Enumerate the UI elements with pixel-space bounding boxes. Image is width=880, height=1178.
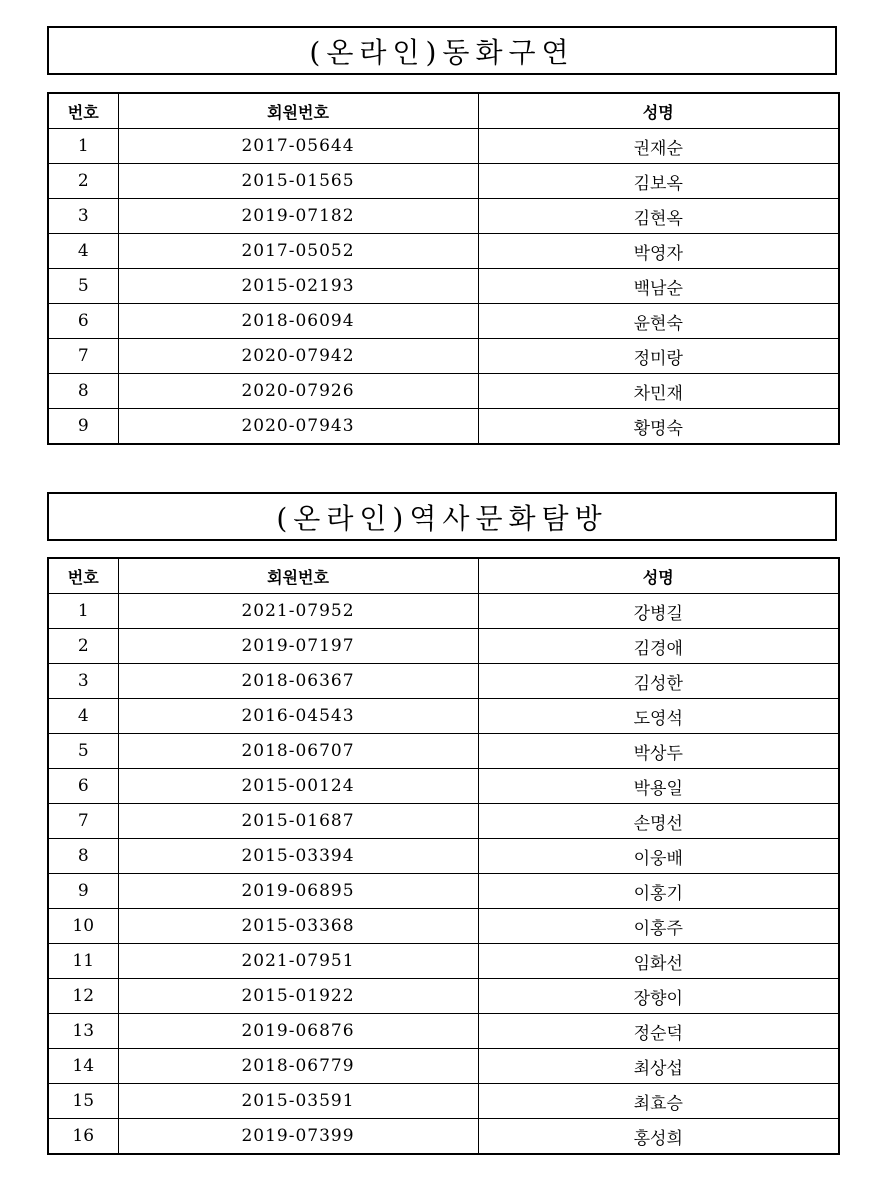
table-header-row xyxy=(48,93,839,129)
cell-name: 박영자 xyxy=(478,234,839,269)
table-row xyxy=(48,909,839,944)
table-row xyxy=(48,164,839,199)
cell-num: 5 xyxy=(48,269,118,304)
table-row xyxy=(48,769,839,804)
cell-name: 최상섭 xyxy=(478,1049,839,1084)
cell-num: 15 xyxy=(48,1084,118,1119)
cell-name: 김성한 xyxy=(478,664,839,699)
cell-name: 이홍기 xyxy=(478,874,839,909)
table-row xyxy=(48,339,839,374)
cell-member-id: 2021-07952 xyxy=(118,594,478,629)
cell-name: 최효승 xyxy=(478,1084,839,1119)
cell-num: 8 xyxy=(48,374,118,409)
table-row xyxy=(48,199,839,234)
cell-num: 4 xyxy=(48,699,118,734)
cell-member-id: 2015-01565 xyxy=(118,164,478,199)
cell-num: 6 xyxy=(48,769,118,804)
cell-member-id: 2017-05052 xyxy=(118,234,478,269)
cell-member-id: 2015-03591 xyxy=(118,1084,478,1119)
cell-num: 7 xyxy=(48,339,118,374)
table-header-row xyxy=(48,558,839,594)
cell-num: 1 xyxy=(48,594,118,629)
table-row xyxy=(48,1084,839,1119)
cell-member-id: 2019-06876 xyxy=(118,1014,478,1049)
cell-member-id: 2018-06367 xyxy=(118,664,478,699)
cell-name: 정순덕 xyxy=(478,1014,839,1049)
cell-member-id: 2018-06094 xyxy=(118,304,478,339)
header-member-id: 회원번호 xyxy=(118,558,478,594)
table-row xyxy=(48,839,839,874)
table-row xyxy=(48,629,839,664)
cell-num: 14 xyxy=(48,1049,118,1084)
table-row xyxy=(48,409,839,445)
header-name: 성명 xyxy=(478,558,839,594)
cell-member-id: 2016-04543 xyxy=(118,699,478,734)
cell-name: 차민재 xyxy=(478,374,839,409)
table-row xyxy=(48,874,839,909)
cell-member-id: 2015-03368 xyxy=(118,909,478,944)
cell-name: 황명숙 xyxy=(478,409,839,445)
cell-num: 10 xyxy=(48,909,118,944)
table-row xyxy=(48,734,839,769)
table-row xyxy=(48,699,839,734)
cell-member-id: 2019-07182 xyxy=(118,199,478,234)
cell-member-id: 2019-06895 xyxy=(118,874,478,909)
cell-num: 2 xyxy=(48,164,118,199)
cell-member-id: 2021-07951 xyxy=(118,944,478,979)
cell-num: 2 xyxy=(48,629,118,664)
cell-name: 임화선 xyxy=(478,944,839,979)
cell-num: 7 xyxy=(48,804,118,839)
storytelling-roster-table xyxy=(47,92,840,445)
cell-name: 박용일 xyxy=(478,769,839,804)
cell-num: 4 xyxy=(48,234,118,269)
cell-num: 1 xyxy=(48,129,118,164)
cell-num: 9 xyxy=(48,409,118,445)
cell-member-id: 2015-02193 xyxy=(118,269,478,304)
cell-num: 9 xyxy=(48,874,118,909)
cell-name: 백남순 xyxy=(478,269,839,304)
header-num: 번호 xyxy=(48,93,118,129)
history-tour-roster-table xyxy=(47,557,840,1155)
cell-member-id: 2019-07197 xyxy=(118,629,478,664)
cell-num: 5 xyxy=(48,734,118,769)
cell-member-id: 2020-07943 xyxy=(118,409,478,445)
cell-num: 6 xyxy=(48,304,118,339)
cell-name: 윤현숙 xyxy=(478,304,839,339)
table-row xyxy=(48,804,839,839)
cell-member-id: 2019-07399 xyxy=(118,1119,478,1155)
cell-num: 16 xyxy=(48,1119,118,1155)
header-name: 성명 xyxy=(478,93,839,129)
cell-num: 11 xyxy=(48,944,118,979)
cell-member-id: 2020-07926 xyxy=(118,374,478,409)
cell-name: 손명선 xyxy=(478,804,839,839)
cell-name: 권재순 xyxy=(478,129,839,164)
cell-num: 12 xyxy=(48,979,118,1014)
cell-member-id: 2018-06707 xyxy=(118,734,478,769)
table-row xyxy=(48,664,839,699)
cell-member-id: 2017-05644 xyxy=(118,129,478,164)
header-num: 번호 xyxy=(48,558,118,594)
cell-member-id: 2020-07942 xyxy=(118,339,478,374)
cell-num: 3 xyxy=(48,199,118,234)
section-title-history-tour: (온라인)역사문화탐방 xyxy=(47,492,837,541)
cell-num: 3 xyxy=(48,664,118,699)
cell-name: 정미랑 xyxy=(478,339,839,374)
cell-member-id: 2018-06779 xyxy=(118,1049,478,1084)
header-member-id: 회원번호 xyxy=(118,93,478,129)
table-row xyxy=(48,269,839,304)
table-row xyxy=(48,234,839,269)
table-row xyxy=(48,304,839,339)
table-row xyxy=(48,1119,839,1155)
cell-num: 13 xyxy=(48,1014,118,1049)
cell-member-id: 2015-01922 xyxy=(118,979,478,1014)
cell-name: 김현옥 xyxy=(478,199,839,234)
cell-name: 박상두 xyxy=(478,734,839,769)
table-row xyxy=(48,374,839,409)
cell-name: 이홍주 xyxy=(478,909,839,944)
cell-name: 강병길 xyxy=(478,594,839,629)
cell-name: 김보옥 xyxy=(478,164,839,199)
cell-member-id: 2015-00124 xyxy=(118,769,478,804)
cell-name: 김경애 xyxy=(478,629,839,664)
table-row xyxy=(48,1049,839,1084)
cell-name: 이웅배 xyxy=(478,839,839,874)
cell-member-id: 2015-01687 xyxy=(118,804,478,839)
table-row xyxy=(48,1014,839,1049)
section-title-storytelling: (온라인)동화구연 xyxy=(47,26,837,75)
cell-name: 도영석 xyxy=(478,699,839,734)
cell-num: 8 xyxy=(48,839,118,874)
table-row xyxy=(48,129,839,164)
cell-member-id: 2015-03394 xyxy=(118,839,478,874)
cell-name: 장향이 xyxy=(478,979,839,1014)
table-row xyxy=(48,944,839,979)
table-row xyxy=(48,594,839,629)
table-row xyxy=(48,979,839,1014)
cell-name: 홍성희 xyxy=(478,1119,839,1155)
